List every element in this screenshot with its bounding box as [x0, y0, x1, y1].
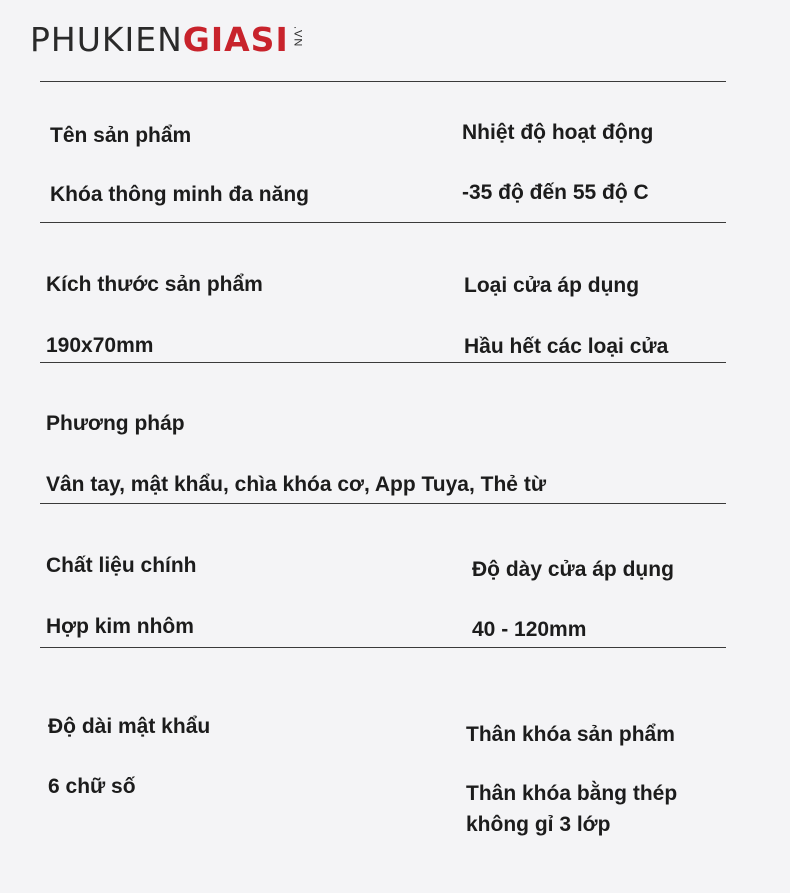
label-product-size: Kích thước sản phẩm — [46, 273, 263, 296]
label-product-name: Tên sản phẩm — [50, 124, 192, 147]
label-lock-body: Thân khóa sản phẩm — [466, 723, 675, 746]
value-password-length: 6 chữ số — [48, 775, 136, 798]
brand-logo — [30, 20, 304, 60]
value-product-size: 190x70mm — [46, 334, 154, 357]
label-main-material: Chất liệu chính — [46, 554, 197, 577]
value-main-material: Hợp kim nhôm — [46, 615, 194, 638]
label-method: Phương pháp — [46, 412, 185, 435]
value-lock-body: Thân khóa bằng thép không gỉ 3 lớp — [466, 782, 678, 836]
divider-4 — [40, 647, 726, 648]
value-door-thickness: 40 - 120mm — [472, 618, 587, 641]
label-password-length: Độ dài mật khẩu — [48, 715, 211, 738]
value-door-type: Hầu hết các loại cửa — [464, 335, 669, 358]
divider-top — [40, 81, 726, 82]
brand-name-part2: GIASI — [182, 20, 289, 59]
value-method: Vân tay, mật khẩu, chìa khóa cơ, App Tuya, Thẻ từ — [46, 473, 547, 496]
divider-1 — [40, 222, 726, 223]
value-operating-temperature: -35 độ đến 55 độ C — [462, 181, 649, 204]
brand-domain-suffix: .VN — [291, 26, 304, 48]
label-door-thickness: Độ dày cửa áp dụng — [472, 558, 674, 581]
divider-2 — [40, 362, 726, 363]
divider-3 — [40, 503, 726, 504]
label-operating-temperature: Nhiệt độ hoạt động — [462, 121, 654, 144]
value-product-name: Khóa thông minh đa năng — [50, 183, 309, 206]
brand-name-part1: PHUKIEN — [30, 20, 183, 59]
label-door-type: Loại cửa áp dụng — [464, 274, 640, 297]
